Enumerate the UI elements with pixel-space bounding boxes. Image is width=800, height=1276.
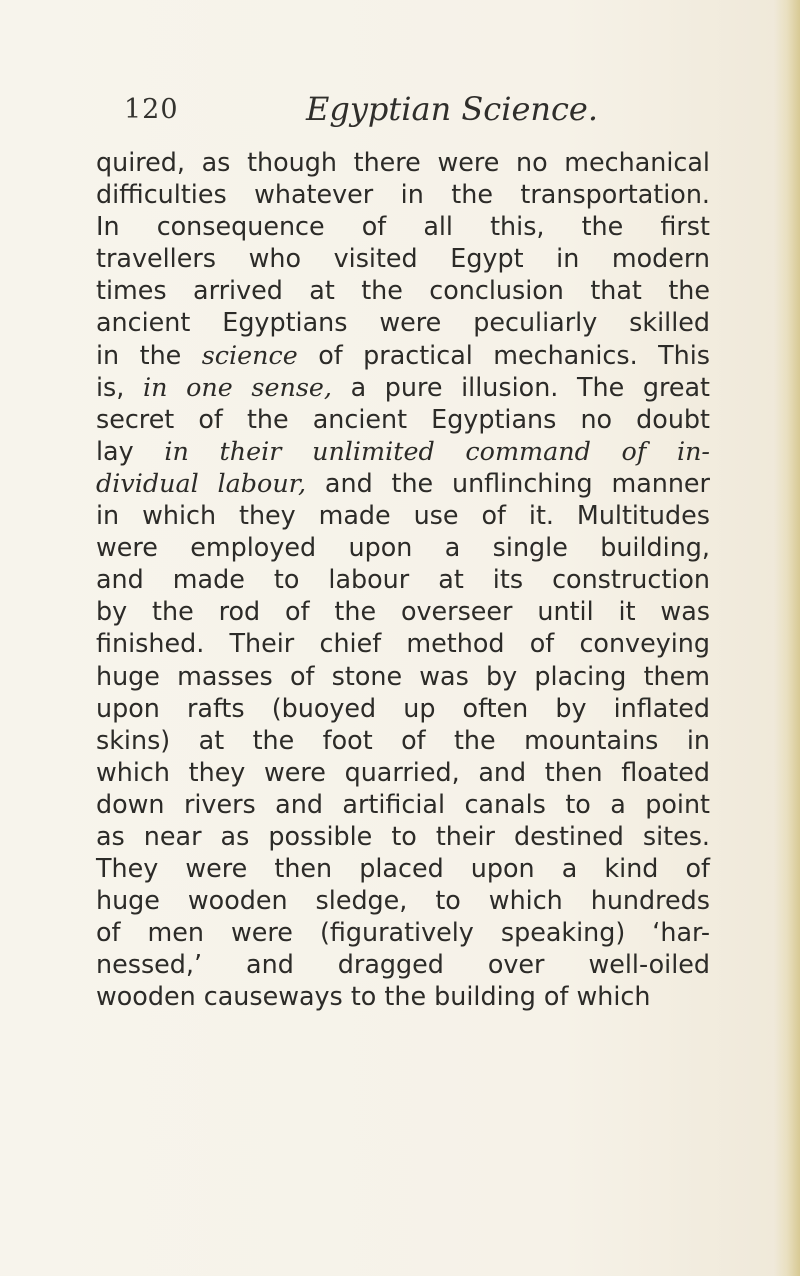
text-line: upon rafts (buoyed up often by inflated xyxy=(96,692,710,723)
text-line: and made to labour at its construction xyxy=(96,564,710,595)
text-line: travellers who visited Egypt in modern xyxy=(96,243,710,274)
text-line: times arrived at the conclusion that the xyxy=(96,275,710,306)
running-title: Egyptian Science. xyxy=(306,90,599,128)
text-line: is, in one sense, a pure illusion. The great xyxy=(96,371,710,402)
italic-phrase: science xyxy=(201,339,298,370)
text-line: which they were quarried, and then floated xyxy=(96,756,710,787)
page-number: 120 xyxy=(124,94,179,125)
text-line: difficulties whatever in the transportation. xyxy=(96,179,710,210)
text-line: quired, as though there were no mechanical xyxy=(96,147,710,177)
italic-phrase: in their unlimited command of in- xyxy=(164,435,710,466)
text-line: in the science of practical mechanics. This xyxy=(96,339,710,370)
text-line: finished. Their chief method of conveying xyxy=(96,628,710,659)
text-line: huge wooden sledge, to which hundreds xyxy=(96,885,710,916)
text-line: as near as possible to their destined sites. xyxy=(96,820,710,851)
text-line: secret of the ancient Egyptians no doubt xyxy=(96,403,710,434)
text-line: They were then placed upon a kind of xyxy=(96,853,710,884)
text-line: down rivers and artificial canals to a point xyxy=(96,788,710,819)
italic-phrase: dividual labour, xyxy=(96,467,307,498)
text-line: ancient Egyptians were peculiarly skilled xyxy=(96,307,710,338)
text-line: were employed upon a single building, xyxy=(96,532,710,563)
text-line: nessed,’ and dragged over well-oiled xyxy=(96,949,710,980)
text-line: wooden causeways to the building of which xyxy=(96,981,651,1012)
text-line: huge masses of stone was by placing them xyxy=(96,660,710,691)
text-line: In consequence of all this, the first xyxy=(96,211,710,242)
body-paragraph xyxy=(96,146,710,1013)
italic-phrase: in one sense, xyxy=(143,371,332,402)
text-line: in which they made use of it. Multitudes xyxy=(96,500,710,531)
text-line: of men were (figuratively speaking) ‘har- xyxy=(96,917,710,948)
text-line: skins) at the foot of the mountains in xyxy=(96,724,710,755)
running-head xyxy=(0,90,800,134)
text-line: dividual labour, and the unflinching manner xyxy=(96,467,710,498)
text-line: lay in their unlimited command of in- xyxy=(96,435,710,466)
text-line: by the rod of the overseer until it was xyxy=(96,596,710,627)
page-edge-shadow xyxy=(774,0,800,1276)
